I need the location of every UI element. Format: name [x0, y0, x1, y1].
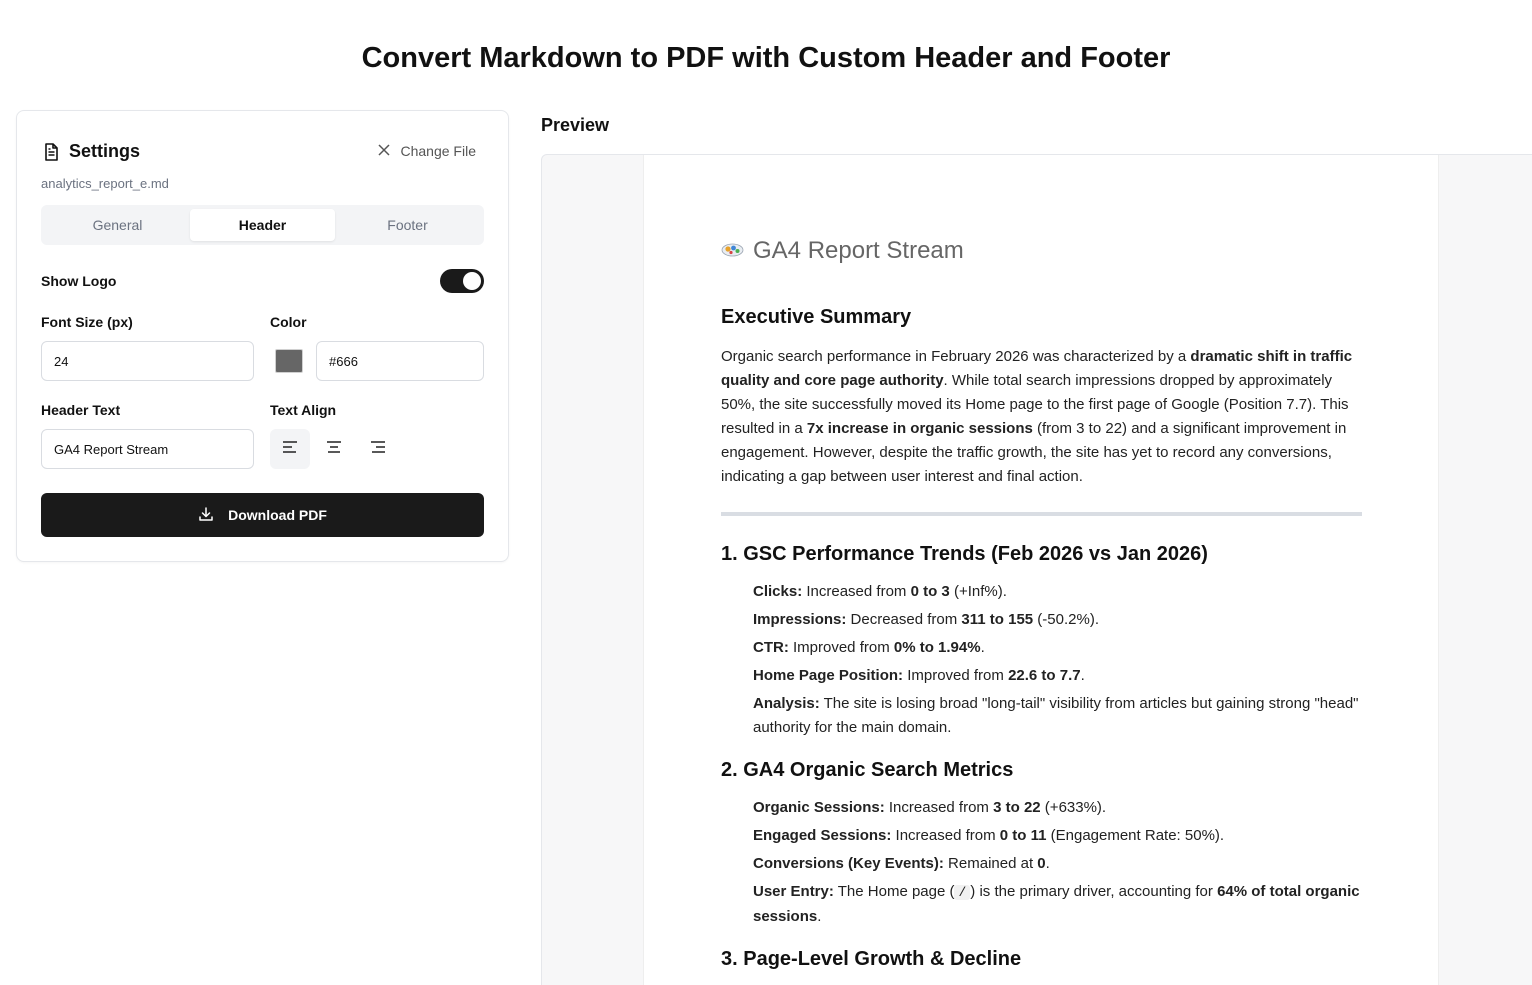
- gsc-metric-fragment: Improved from: [788, 639, 894, 656]
- gsc-metric-fragment: The site is losing broad "long-tail" visibility from articles but gaining strong "head" authority for the main domain.: [753, 695, 1359, 736]
- horizontal-rule: [721, 512, 1362, 516]
- document-content: [721, 303, 1362, 973]
- gsc-metric-fragment: 22.6 to 7.7: [1008, 667, 1081, 684]
- align-center-button[interactable]: [314, 429, 354, 469]
- change-file-label: Change File: [400, 143, 476, 159]
- font-size-label: Font Size (px): [41, 314, 133, 330]
- ga4-metric-item: [753, 796, 1362, 820]
- text-align-label: Text Align: [270, 402, 337, 418]
- gsc-metric-fragment: Improved from: [903, 667, 1009, 684]
- header-text-input[interactable]: GA4 Report Stream: [41, 429, 254, 469]
- gsc-metric-fragment: 311 to 155: [961, 611, 1034, 628]
- color-label: Color: [270, 314, 307, 330]
- toggle-knob: [463, 272, 481, 290]
- ga4-metric-fragment: .: [817, 908, 822, 925]
- document-page: [643, 155, 1439, 985]
- section-1-heading: 1. GSC Performance Trends (Feb 2026 vs Jan 2026): [721, 543, 1208, 565]
- document-icon: [41, 142, 61, 162]
- executive-summary-heading: Executive Summary: [721, 306, 912, 328]
- align-right-icon: [370, 440, 386, 459]
- ga4-metric-fragment: /: [954, 885, 970, 900]
- align-right-button[interactable]: [358, 429, 398, 469]
- section-3-heading: 3. Page-Level Growth & Decline: [721, 948, 1022, 970]
- gsc-metric-fragment: .: [1080, 667, 1085, 684]
- ga4-metric-fragment: Engaged Sessions:: [753, 827, 892, 844]
- settings-panel: [16, 110, 509, 562]
- gsc-metric-item: [753, 636, 1362, 660]
- ga4-metric-fragment: 64% of total organic sessions: [753, 883, 1360, 925]
- ga4-metric-fragment: 3 to 22: [993, 799, 1041, 816]
- executive-summary-text: [721, 345, 1362, 489]
- section-2-list: [753, 796, 1362, 929]
- ga4-metric-fragment: Increased from: [891, 827, 1000, 844]
- ga4-metric-fragment: Conversions (Key Events):: [753, 855, 944, 872]
- section-1-list: [753, 580, 1362, 740]
- ga4-metric-item: [753, 852, 1362, 876]
- show-logo-label: Show Logo: [41, 273, 117, 289]
- ga4-metric-fragment: Remained at: [943, 855, 1038, 872]
- download-pdf-button[interactable]: [41, 493, 484, 537]
- ga4-metric-fragment: The Home page (: [833, 883, 955, 900]
- show-logo-toggle[interactable]: [440, 269, 484, 293]
- settings-title: Settings: [69, 141, 141, 161]
- gsc-metric-fragment: Home Page Position:: [753, 667, 904, 684]
- summary-fragment: (from 3 to 22) and a significant improvement in engagement. However, despite the traffic growth, the site has yet to record any conversions, indicating a gap between user interest and final action.: [721, 420, 1347, 485]
- gsc-metric-fragment: CTR:: [753, 639, 789, 656]
- gsc-metric-item: [753, 580, 1362, 604]
- gsc-metric-fragment: Impressions:: [753, 611, 847, 628]
- settings-header: [41, 141, 140, 162]
- summary-fragment: dramatic shift in traffic quality and core page authority: [721, 348, 1353, 389]
- summary-fragment: . While total search impressions dropped by approximately 50%, the site successfully moved its Home page to the first page of Google (Position 7.7). This resulted in a: [721, 372, 1349, 437]
- settings-tabs: [41, 205, 484, 245]
- gsc-metric-fragment: (-50.2%).: [1033, 611, 1099, 628]
- file-name: analytics_report_e.md: [41, 176, 169, 191]
- gsc-metric-fragment: Analysis:: [753, 695, 820, 712]
- align-left-icon: [282, 440, 298, 459]
- ga4-metric-fragment: ) is the primary driver, accounting for: [970, 883, 1218, 900]
- ga4-metric-fragment: Increased from: [884, 799, 994, 816]
- section-2-heading: 2. GA4 Organic Search Metrics: [721, 759, 1014, 781]
- ga4-metric-fragment: .: [1045, 855, 1050, 872]
- change-file-button[interactable]: [378, 143, 477, 159]
- tab-header[interactable]: Header: [190, 209, 335, 241]
- ga4-metric-fragment: Organic Sessions:: [753, 799, 885, 816]
- gsc-metric-item: [753, 692, 1362, 740]
- ga4-metric-fragment: (+633%).: [1040, 799, 1107, 816]
- ga4-metric-item: [753, 824, 1362, 848]
- font-size-input[interactable]: 24: [41, 341, 254, 381]
- download-label: Download PDF: [228, 507, 327, 523]
- document-header: [721, 237, 964, 265]
- gsc-metric-fragment: 0 to 3: [910, 583, 950, 600]
- color-input[interactable]: #666: [316, 341, 484, 381]
- gsc-metric-item: [753, 608, 1362, 632]
- download-icon: [198, 506, 214, 525]
- gsc-metric-item: [753, 664, 1362, 688]
- tab-general[interactable]: General: [92, 217, 143, 233]
- align-left-button[interactable]: [270, 429, 310, 469]
- close-icon: [378, 143, 390, 159]
- gsc-metric-fragment: Clicks:: [753, 583, 803, 600]
- ga4-metric-fragment: 0: [1037, 855, 1046, 872]
- ga4-metric-fragment: (Engagement Rate: 50%).: [1046, 827, 1225, 844]
- color-swatch[interactable]: [275, 349, 303, 373]
- gsc-metric-fragment: Decreased from: [846, 611, 962, 628]
- ga4-metric-fragment: 0 to 11: [999, 827, 1047, 844]
- gsc-metric-fragment: (+Inf%).: [949, 583, 1007, 600]
- logo-icon: [721, 241, 744, 262]
- gsc-metric-fragment: Increased from: [802, 583, 911, 600]
- ga4-metric-fragment: User Entry:: [753, 883, 834, 900]
- page-title: Convert Markdown to PDF with Custom Header and Footer: [361, 42, 1171, 74]
- tab-footer[interactable]: Footer: [387, 217, 428, 233]
- gsc-metric-fragment: .: [980, 639, 985, 656]
- header-text-label: Header Text: [41, 402, 121, 418]
- summary-fragment: Organic search performance in February 2026 was characterized by a: [721, 348, 1191, 365]
- ga4-metric-item: [753, 880, 1362, 929]
- preview-frame[interactable]: [541, 154, 1532, 985]
- document-header-text: GA4 Report Stream: [753, 237, 964, 264]
- gsc-metric-fragment: 0% to 1.94%: [893, 639, 981, 656]
- summary-fragment: 7x increase in organic sessions: [806, 420, 1033, 437]
- preview-label: Preview: [541, 115, 610, 135]
- align-center-icon: [326, 440, 342, 459]
